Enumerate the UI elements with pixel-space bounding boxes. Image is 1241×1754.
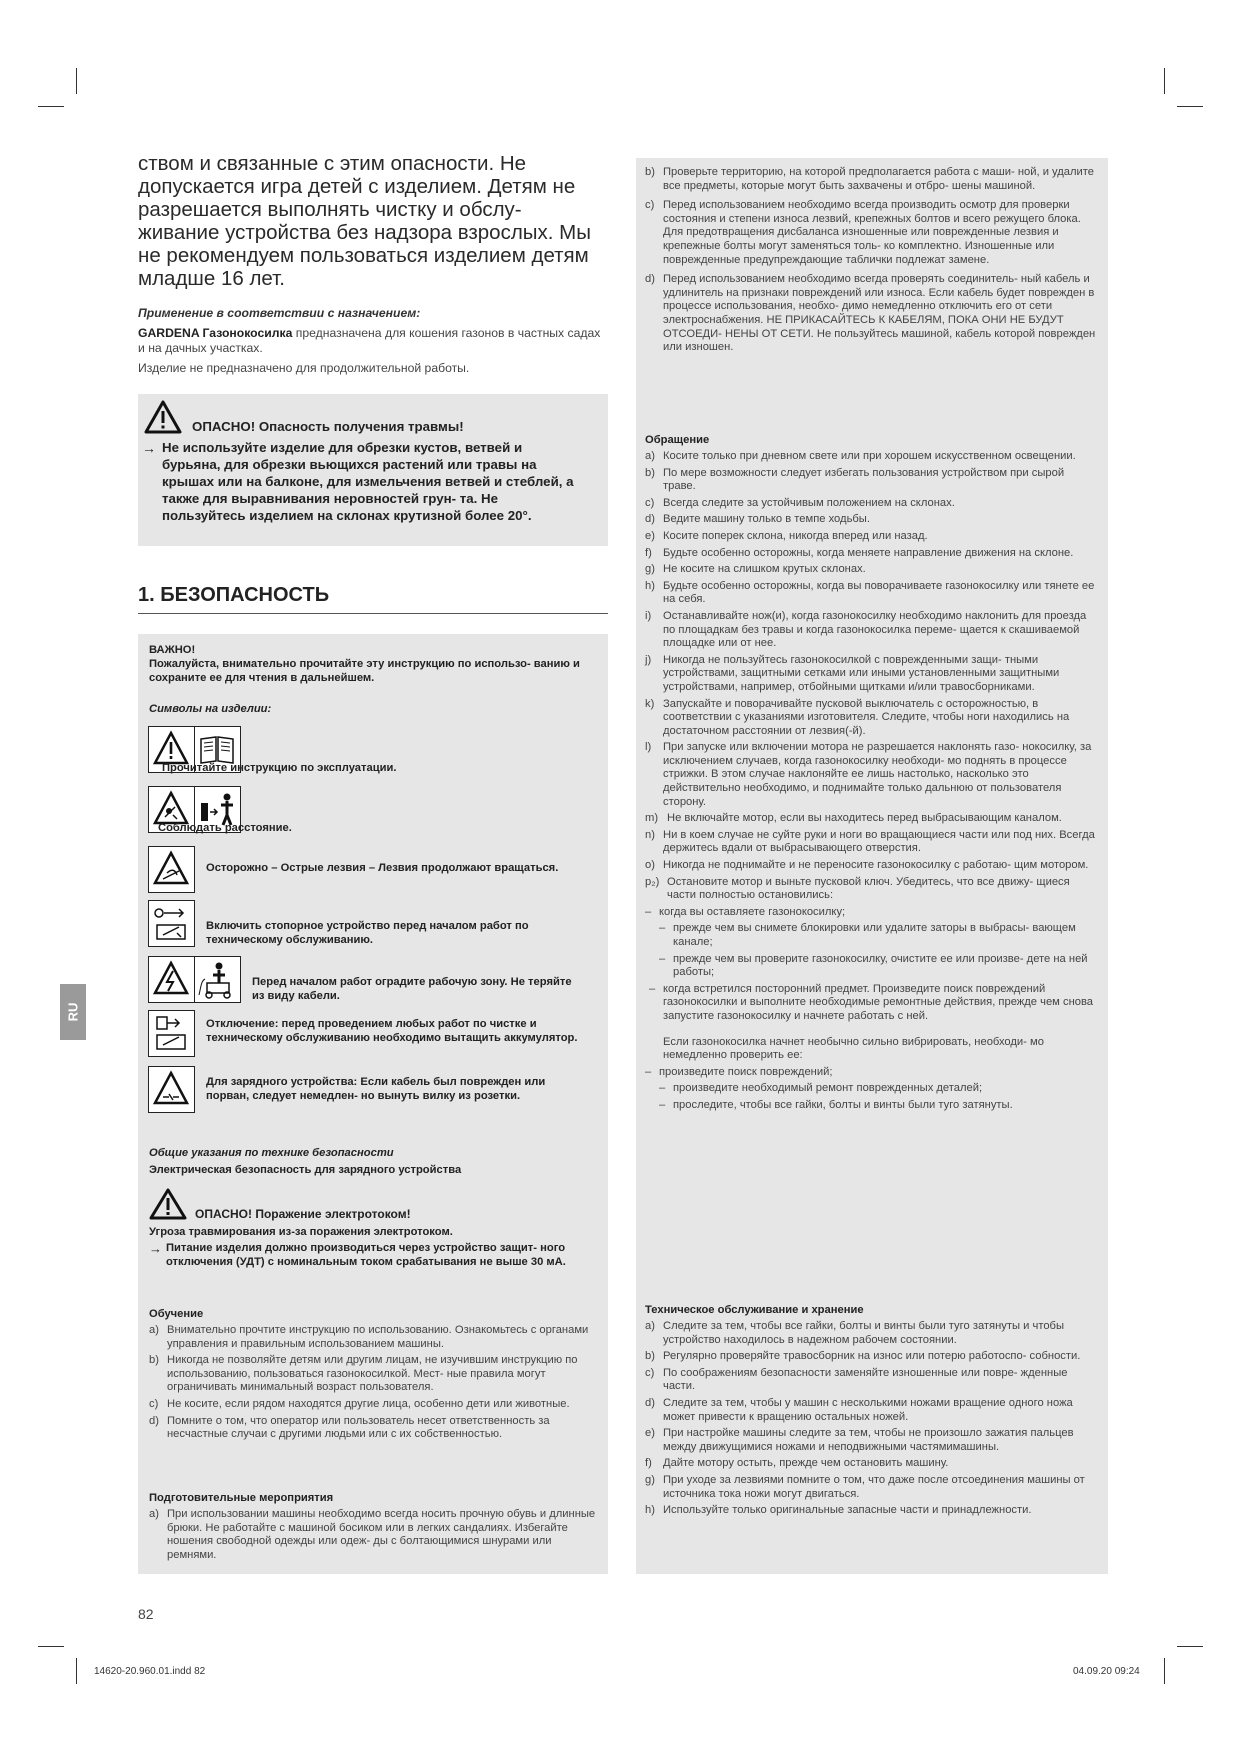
list-item: e) Косите поперек склона, никогда вперед или назад. bbox=[645, 529, 928, 542]
footer-file: 14620-20.960.01.indd 82 bbox=[94, 1666, 206, 1677]
list-item: – когда вы оставляете газонокосилку; bbox=[645, 905, 846, 918]
crop-mark bbox=[1177, 106, 1203, 107]
general-subheading: Электрическая безопасность для зарядного устройства bbox=[149, 1164, 462, 1176]
list-item: – когда встретился посторонний предмет. Произведите поиск повреждений газонокосилки и выполните необходимые ремонтные действия, прежде чем снова запустите газонокосилку и начнете работать с ней. bbox=[649, 982, 1094, 1022]
crop-mark bbox=[38, 106, 64, 107]
symbol-text-keep-distance: Соблюдать расстояние. bbox=[158, 822, 292, 834]
crop-mark bbox=[76, 1658, 77, 1684]
symbol-text-lock-device: Включить стопорное устройство перед началом работ по техническому обслуживанию. bbox=[206, 920, 529, 946]
training-heading: Обучение bbox=[149, 1308, 204, 1320]
lock-device-icon bbox=[148, 900, 195, 947]
list-item: – прежде чем вы проверите газонокосилку, очистите ее или произве- дете на ней работы; bbox=[659, 952, 1088, 979]
list-item: h) Будьте особенно осторожны, когда вы поворачиваете газонокосилку или тянете ее на себя. bbox=[645, 579, 1095, 606]
danger-text: Не используйте изделие для обрезки кустов, ветвей и бурьяна, для обрезки вьющихся растений или травы на крышах или на балконе, для измельчения ветвей и стеблей, а также для выравнивания неровностей грун- та. Не пользуйтесь изделием на склонах крутизной более 20°. bbox=[162, 440, 574, 523]
important-text: Пожалуйста, внимательно прочитайте эту инструкцию по использо- ванию и сохраните ее для чтения в дальнейшем. bbox=[149, 658, 580, 684]
rcd-text: Питание изделия должно производиться через устройство защит- ного отключения (УДТ) с номинальным током срабатывания не выше 30 мА. bbox=[166, 1242, 566, 1268]
charger-warning-icon bbox=[148, 1066, 195, 1113]
footer-date: 04.09.20 09:24 bbox=[1073, 1666, 1140, 1677]
list-item: – произведите поиск повреждений; bbox=[645, 1065, 833, 1078]
prep-heading: Подготовительные мероприятия bbox=[149, 1492, 334, 1504]
symbol-text-charger: Для зарядного устройства: Если кабель был поврежден или порван, следует немедлен- но вынуть вилку из розетки. bbox=[206, 1076, 546, 1102]
page-number: 82 bbox=[138, 1606, 154, 1622]
electric-threat: Угроза травмирования из-за поражения электротоком. bbox=[149, 1226, 453, 1238]
list-item: b) По мере возможности следует избегать пользования устройством при сырой траве. bbox=[645, 466, 1065, 493]
list-item: – прежде чем вы снимете блокировки или удалите заторы в выбрасы- вающем канале; bbox=[659, 922, 1076, 948]
list-item: d) Помните о том, что оператор или пользователь несет ответственность за несчастные случаи с другими людьми или с их собственностью. bbox=[149, 1414, 550, 1441]
danger-box-injury bbox=[138, 394, 608, 546]
general-heading: Общие указания по технике безопасности bbox=[149, 1147, 394, 1159]
list-item: f) Будьте особенно осторожны, когда меняете направление движения на склоне. bbox=[645, 546, 1074, 559]
intended-use bbox=[138, 306, 608, 381]
section-title: 1. БЕЗОПАСНОСТЬ bbox=[138, 584, 608, 614]
brand-name: GARDENA Газонокосилка bbox=[138, 326, 293, 340]
symbols-heading: Символы на изделии: bbox=[149, 703, 272, 715]
list-item: a) При использовании машины необходимо всегда носить прочную обувь и длинные брюки. Не работайте с машиной босиком или в легких сандалиях. Избегайте ношения свободной одежды или одеж- ды с болтающимися шнурами или ремнями. bbox=[149, 1508, 596, 1561]
crop-mark bbox=[38, 1646, 64, 1647]
crop-mark bbox=[76, 68, 77, 94]
maintenance-list bbox=[645, 1320, 1097, 1521]
list-item: o) Никогда не поднимайте и не переносите газонокосилку с работаю- щим мотором. bbox=[645, 859, 1089, 872]
danger-title: ОПАСНО! Опасность получения травмы! bbox=[192, 419, 464, 434]
symbol-text-read-manual: Прочитайте инструкцию по эксплуатации. bbox=[162, 762, 397, 774]
warning-triangle-icon bbox=[149, 1188, 187, 1220]
list-item: j) Никогда не пользуйтесь газонокосилкой с поврежденными защи- тными устройствами, защитными сетками или иными установленными защитными устройствами, например, отбойными щитками и/или травосборниками. bbox=[645, 653, 1060, 693]
usage-p2: Изделие не предназначено для продолжительной работы. bbox=[138, 361, 470, 375]
list-item: c) По соображениям безопасности заменяйте изношенные или повре- жденные части. bbox=[645, 1366, 1068, 1393]
prep-list-left bbox=[149, 1508, 599, 1565]
list-item: i) Останавливайте нож(и), когда газонокосилку необходимо наклонить для проезда по площадкам без травы и когда газонокосилка переме- щается к скашиваемой площадке или от нее. bbox=[645, 609, 1087, 650]
arrow-icon: → bbox=[149, 1241, 162, 1256]
list-item: l) При запуске или включении мотора не разрешается наклонять газо- нокосилку, за исключением случаев, когда газонокосилку необходи- мо поднять в процессе стрижки. В этом случае наклоняйте ее лишь настолько, насколько это действительно необходимо, и поднимайте только дальнюю от пользователя сторону. bbox=[645, 741, 1092, 808]
usage-heading: Применение в соответствии с назначением: bbox=[138, 306, 421, 320]
intro-paragraph bbox=[138, 152, 608, 290]
list-item: – проследите, чтобы все гайки, болты и винты были туго затянуты. bbox=[659, 1098, 1013, 1111]
list-item: d) Следите за тем, чтобы у машин с несколькими ножами вращение одного ножа может привести к вращению остальных ножей. bbox=[645, 1396, 1073, 1423]
language-tab-label: RU bbox=[65, 1002, 81, 1022]
list-item: b) Проверьте территорию, на которой предполагается работа с маши- ной, и удалите все предметы, которые могут быть захвачены и отбро- шены машиной. bbox=[645, 166, 1095, 192]
list-item: c) Всегда следите за устойчивым положением на склонах. bbox=[645, 496, 955, 509]
list-item: g) Не косите на слишком крутых склонах. bbox=[645, 563, 866, 576]
important-title: ВАЖНО! bbox=[149, 644, 196, 656]
list-item: d) Перед использованием необходимо всегда проверять соединитель- ный кабель и удлинитель на признаки повреждений или износа. Если кабель будет поврежден в процессе использования, необхо- димо немедленно отключить его от сети электроснабжения. НЕ ПРИКАСАЙТЕСЬ К КАБЕЛЯМ, ПОКА ОНИ НЕ БУДУТ ОТСОЕДИ- НЕНЫ ОТ СЕТИ. Не пользуйтесь машиной, кабель которой поврежден или изношен. bbox=[645, 273, 1096, 354]
electric-warning-icon bbox=[148, 956, 195, 1003]
left-safety-box bbox=[138, 634, 608, 1574]
list-item: a) Следите за тем, чтобы все гайки, болты и винты были туго затянуты и чтобы устройство находилось в надежном рабочем состоянии. bbox=[645, 1320, 1065, 1346]
warning-triangle-icon bbox=[144, 400, 182, 434]
list-item: c) Перед использованием необходимо всегда производить осмотр для проверки состояния и степени износа лезвий, крепежных болтов и всего режущего блока. Для предотвращения дисбаланса изношенные или поврежденные лезвия и крепежные болты могут заменяться толь- ко комплектно. Изношенные или поврежденные предупреждающие таблички подлежат замене. bbox=[645, 199, 1081, 266]
list-item: b) Регулярно проверяйте травосборник на износ или потерю работоспо- собности. bbox=[645, 1350, 1081, 1363]
list-item: f) Дайте мотору остыть, прежде чем остановить машину. bbox=[645, 1457, 949, 1470]
symbol-text-sharp-blades: Осторожно – Острые лезвия – Лезвия продолжают вращаться. bbox=[206, 862, 559, 874]
usage-p1-rest: предназначена для кошения газонов в частных садах и на дачных участках. bbox=[138, 326, 601, 355]
list-item: c) Не косите, если рядом находятся другие лица, особенно дети или животные. bbox=[149, 1397, 570, 1410]
crop-mark bbox=[1177, 1646, 1203, 1647]
vibration-text: Если газонокосилка начнет необычно сильно вибрировать, необходи- мо немедленно проверить ее: bbox=[663, 1035, 1044, 1062]
disconnect-icon bbox=[148, 1010, 195, 1057]
electric-danger-title: ОПАСНО! Поражение электротоком! bbox=[195, 1207, 411, 1221]
sharp-blades-icon bbox=[148, 846, 195, 893]
intro-text: ством и связанные с этим опасности. Не допускается игра детей с изделием. Детям не разрешается выполнять чистку и обслу- живание устройства без надзора взрослых. Мы не рекомендуем пользоваться изделием детям младше 16 лет. bbox=[138, 152, 591, 290]
handling-list bbox=[645, 450, 1097, 1116]
symbol-text-work-area: Перед началом работ оградите рабочую зону. Не теряйте из виду кабели. bbox=[252, 976, 572, 1002]
symbol-text-disconnect: Отключение: перед проведением любых работ по чистке и техническому обслуживанию необходимо вытащить аккумулятор. bbox=[206, 1018, 578, 1044]
list-item: a) Косите только при дневном свете или при хорошем искусственном освещении. bbox=[645, 450, 1076, 462]
list-item: h) Используйте только оригинальные запасные части и принадлежности. bbox=[645, 1504, 1032, 1517]
list-item: k) Запускайте и поворачивайте пусковой выключатель с осторожностью, в соответствии с указаниями изготовителя. Следите, чтобы ноги находились на достаточном расстоянии от лезвия(-й). bbox=[645, 697, 1070, 737]
prep-list-right bbox=[645, 166, 1097, 358]
work-area-icon bbox=[194, 956, 241, 1003]
list-item: g) При уходе за лезвиями помните о том, что даже после отсоединения машины от источника тока ножи могут двигаться. bbox=[645, 1473, 1085, 1500]
list-item: p₂) Остановите мотор и выньте пусковой ключ. Убедитесь, что все движу- щиеся части полностью остановились: bbox=[645, 875, 1070, 902]
right-safety-box bbox=[636, 158, 1108, 1574]
maintenance-heading: Техническое обслуживание и хранение bbox=[645, 1304, 864, 1316]
list-item: – произведите необходимый ремонт поврежденных деталей; bbox=[659, 1082, 983, 1095]
list-item: e) При настройке машины следите за тем, чтобы не произошло зажатия пальцев между движущимися ножами и неподвижными частямимашины. bbox=[645, 1427, 1074, 1453]
danger-arrow-icon: → bbox=[142, 440, 156, 456]
crop-mark bbox=[1164, 68, 1165, 94]
list-item: m) Не включайте мотор, если вы находитесь перед выбрасывающим каналом. bbox=[645, 812, 1062, 825]
training-list bbox=[149, 1324, 599, 1445]
language-tab bbox=[60, 984, 86, 1040]
list-item: d) Ведите машину только в темпе ходьбы. bbox=[645, 513, 870, 526]
list-item: n) Ни в коем случае не суйте руки и ноги во вращающиеся части или под них. Всегда держитесь вдали от выбрасывающего отверстия. bbox=[645, 828, 1095, 855]
handling-heading: Обращение bbox=[645, 434, 710, 446]
list-item: a) Внимательно прочтите инструкцию по использованию. Ознакомьтесь с органами управления и правильным использованием машины. bbox=[149, 1324, 589, 1350]
list-item: b) Никогда не позволяйте детям или другим лицам, не изучившим инструкцию по использованию, пользоваться газонокосилкой. Мест- ные правила могут ограничивать минимальный возраст пользователя. bbox=[149, 1354, 578, 1394]
crop-mark bbox=[1164, 1658, 1165, 1684]
usage-p1 bbox=[138, 326, 608, 356]
